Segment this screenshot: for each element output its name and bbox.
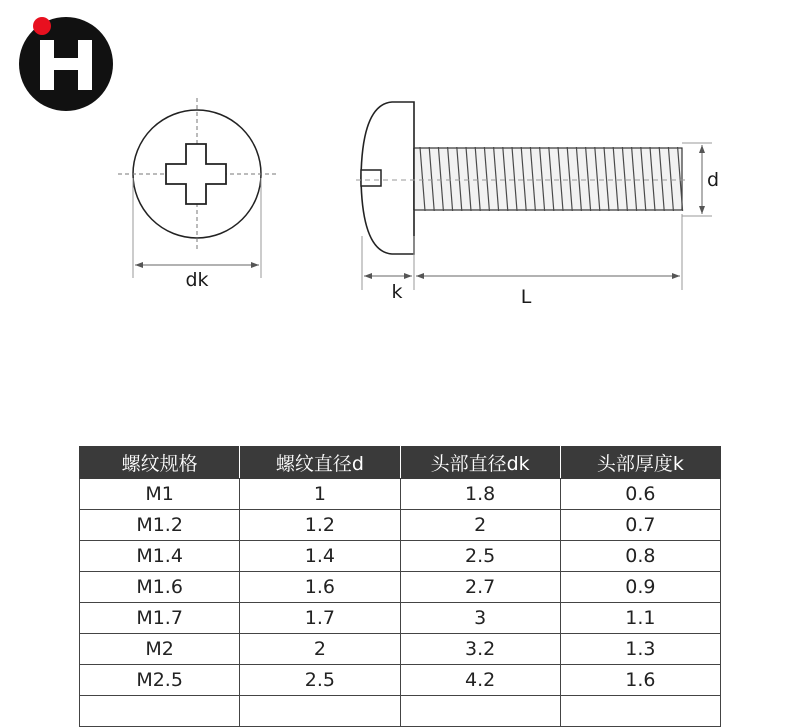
cell-k: 1.6 <box>560 665 720 696</box>
cell-k: 0.7 <box>560 510 720 541</box>
table-row-partial <box>80 696 721 727</box>
table-header-row <box>80 447 721 479</box>
head-top-view <box>118 98 276 278</box>
cell-spec: M1.7 <box>80 603 240 634</box>
cell-dk: 1.8 <box>400 479 560 510</box>
k-dimension-label: k <box>391 281 403 303</box>
L-dimension-label: L <box>520 286 532 308</box>
header-head-thickness: 头部厚度k <box>560 447 720 479</box>
spec-table <box>79 446 721 727</box>
dk-dimension-label: dk <box>185 269 209 291</box>
table-row <box>80 510 721 541</box>
cell-d: 2 <box>240 634 400 665</box>
cell-k: 1.3 <box>560 634 720 665</box>
table-row <box>80 479 721 510</box>
cell-d: 2.5 <box>240 665 400 696</box>
cell-d: 1 <box>240 479 400 510</box>
cell-spec: M1 <box>80 479 240 510</box>
logo-red-dot <box>33 17 51 35</box>
cell-d: 1.4 <box>240 541 400 572</box>
cell-dk: 3.2 <box>400 634 560 665</box>
table-row <box>80 572 721 603</box>
cell-spec: M1.2 <box>80 510 240 541</box>
cell-dk: 2 <box>400 510 560 541</box>
cell-d: 1.2 <box>240 510 400 541</box>
cell-k: 0.8 <box>560 541 720 572</box>
cell-dk: 2.7 <box>400 572 560 603</box>
cell-k: 1.1 <box>560 603 720 634</box>
header-thread-spec: 螺纹规格 <box>80 447 240 479</box>
table-row <box>80 541 721 572</box>
table-row <box>80 634 721 665</box>
table-row <box>80 603 721 634</box>
cell-d: 1.6 <box>240 572 400 603</box>
cell-dk: 3 <box>400 603 560 634</box>
brand-logo <box>19 17 113 111</box>
table-row <box>80 665 721 696</box>
cell-k: 0.9 <box>560 572 720 603</box>
header-thread-diameter: 螺纹直径d <box>240 447 400 479</box>
cell-k: 0.6 <box>560 479 720 510</box>
cell-spec: M1.6 <box>80 572 240 603</box>
cell-spec: M1.4 <box>80 541 240 572</box>
cell-dk: 4.2 <box>400 665 560 696</box>
cell-d: 1.7 <box>240 603 400 634</box>
cell-spec: M2.5 <box>80 665 240 696</box>
d-dimension-label: d <box>707 169 720 191</box>
cell-dk: 2.5 <box>400 541 560 572</box>
screw-side-view <box>356 102 686 254</box>
cell-spec: M2 <box>80 634 240 665</box>
header-head-diameter: 头部直径dk <box>400 447 560 479</box>
